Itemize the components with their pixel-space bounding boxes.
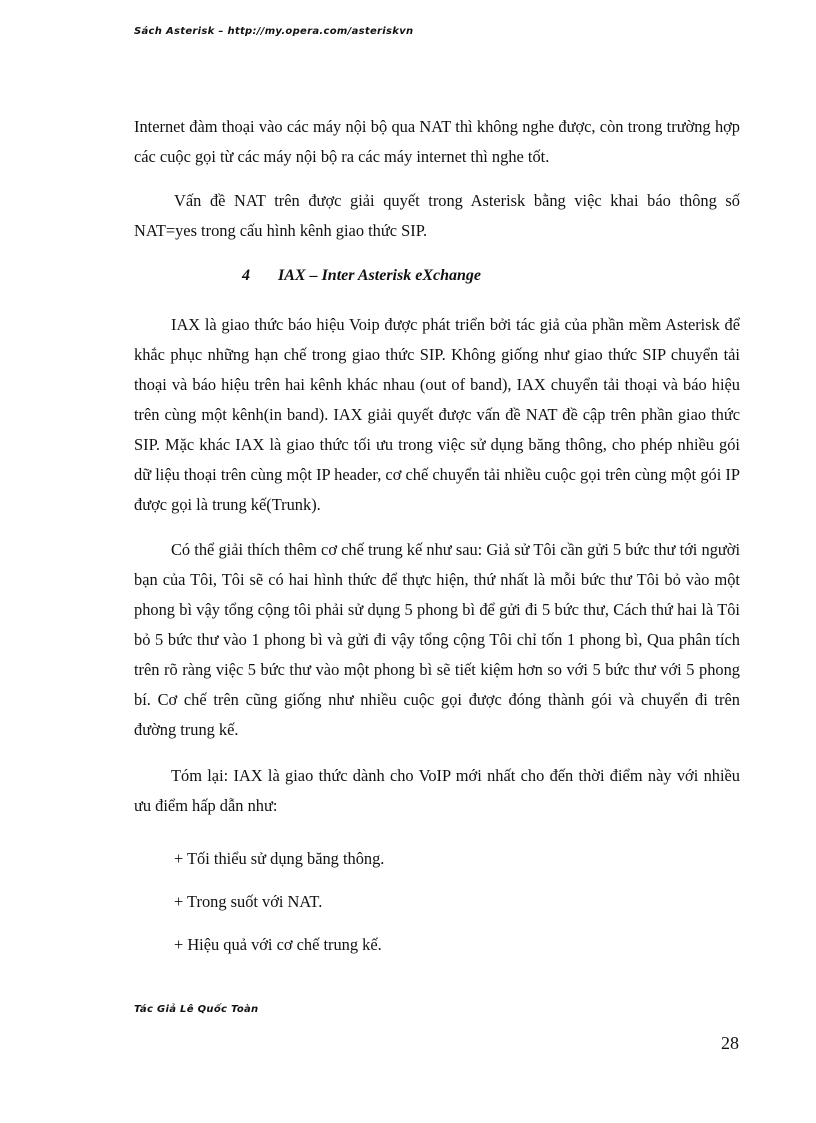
paragraph-trunk-explanation: Có thể giải thích thêm cơ chế trung kế như sau: Giả sử Tôi cần gửi 5 bức thư tới người bạn của Tôi, Tôi sẽ có hai hình thức để thực hiện, thứ nhất là mỗi bức thư Tôi bỏ vào một phong bì vậy tổng cộng tôi phải sử dụng 5 phong bì để gửi đi 5 bức thư, Cách thứ hai là Tôi bỏ 5 bức thư vào 1 phong bì và gửi đi vậy tổng cộng Tôi chỉ tốn 1 phong bì, Qua phân tích trên rõ ràng việc 5 bức thư vào một phong bì sẽ tiết kiệm hơn so với 5 bức thư với 5 phong bí. Cơ chế trên cũng giống như nhiều cuộc gọi được đóng thành gói và chuyển đi trên đường trung kế. [134, 540, 740, 739]
page-header: Sách Asterisk – http://my.opera.com/asteriskvn [134, 26, 414, 37]
section-number: 4 [242, 267, 250, 284]
bullet-bandwidth: + Tối thiểu sử dụng băng thông. [174, 849, 385, 868]
paragraph-nat-solution: Vấn đề NAT trên được giải quyết trong Asterisk bằng việc khai báo thông số NAT=yes trong cấu hình kênh giao thức SIP. [134, 191, 740, 240]
section-title: IAX – Inter Asterisk eXchange [278, 267, 481, 284]
bullet-nat: + Trong suốt với NAT. [174, 892, 323, 911]
paragraph-summary: Tóm lại: IAX là giao thức dành cho VoIP mới nhất cho đến thời điểm này với nhiều ưu điểm hấp dẫn như: [134, 766, 740, 815]
paragraph-iax-description: IAX là giao thức báo hiệu Voip được phát triển bởi tác giả của phần mềm Asterisk để khắc phục những hạn chế trong giao thức SIP. Không giống như giao thức SIP chuyển tải thoại và báo hiệu trên hai kênh khác nhau (out of band), IAX chuyển tải thoại và báo hiệu trên cùng một kênh(in band). IAX giải quyết được vấn đề NAT đề cập trên phần giao thức SIP. Mặc khác IAX là giao thức tối ưu trong việc sử dụng băng thông, cho phép nhiều gói dữ liệu thoại trên cùng một IP header, cơ chế chuyển tải nhiều cuộc gọi trên cùng một gói IP được gọi là trung kế(Trunk). [134, 315, 740, 514]
page-footer-author: Tác Giả Lê Quốc Toàn [134, 1004, 259, 1015]
paragraph-nat-intro: Internet đàm thoại vào các máy nội bộ qua NAT thì không nghe được, còn trong trường hợp các cuộc gọi từ các máy nội bộ ra các máy internet thì nghe tốt. [134, 117, 740, 166]
bullet-trunk: + Hiệu quả với cơ chế trung kế. [174, 935, 382, 954]
page-number: 28 [721, 1033, 739, 1053]
